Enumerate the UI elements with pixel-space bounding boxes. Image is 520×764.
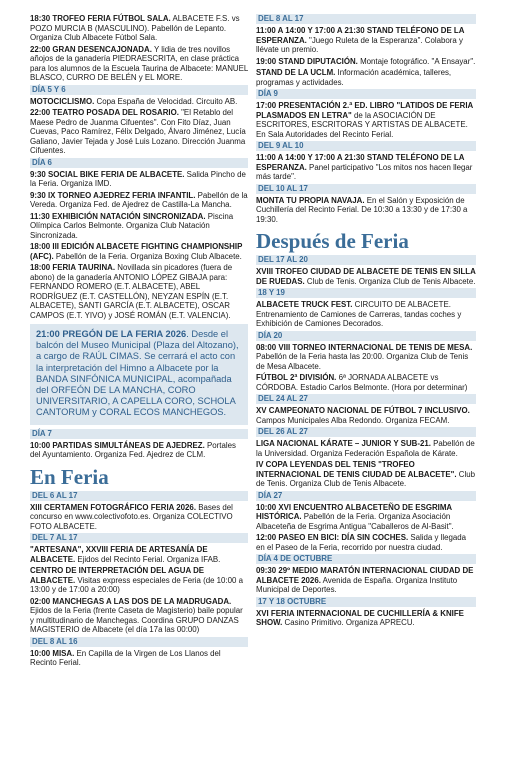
left-column	[30, 14, 248, 670]
pregon-highlight-box: 21:00 PREGÓN DE LA FERIA 2026. Desde el balcón del Museo Municipal (Plaza del Altozano), a cargo de RAÚL CIMAS. Se cerrará el acto con la interpretación del Himno a Albacete por la BANDA SINFÓNICA MUNICIPAL, acompañada del ORFEÓN DE LA MANCHA, CORO UNIVERSITARIO, A CAPELLA CORO, SCHOLA CANTORUM y CORAL ECOS MANCHEGOS.	[30, 324, 248, 425]
event-entry: XVI FERIA INTERNACIONAL DE CUCHILLERÍA & KNIFE SHOW. Casino Primitivo. Organiza APRECU.	[256, 608, 464, 627]
event-entry: STAND DE LA UCLM. Información académica, talleres, programas y actividades.	[256, 68, 452, 87]
event-entry: XVIII TROFEO CIUDAD DE ALBACETE DE TENIS EN SILLA DE RUEDAS. Club de Tenis. Organiza Club de Tenis Albacete.	[256, 267, 476, 286]
event-entry: MOTOCICLISMO. Copa España de Velocidad. Circuito AB.	[30, 96, 238, 106]
date-header: DÍA 20	[256, 331, 476, 341]
event-entry: 10:00 PARTIDAS SIMULTÁNEAS DE AJEDREZ. Portales del Ayuntamiento. Organiza Fed. Ajedrez de CLM.	[30, 440, 236, 460]
event-entry: 10:00 MISA. En Capilla de la Virgen de Los Llanos del Recinto Ferial.	[30, 648, 221, 668]
event-entry: 08:00 VIII TORNEO INTERNACIONAL DE TENIS DE MESA. Pabellón de la Feria hasta las 20:00. Organiza Club de Tenis de Mesa Albacete.	[256, 342, 473, 371]
event-entry: "ARTESANA", XXVIII FERIA DE ARTESANÍA DE ALBACETE. Ejidos del Recinto Ferial. Organiza IFAB.	[30, 545, 221, 564]
date-header: DEL 26 AL 27	[256, 427, 476, 437]
date-header: DEL 8 AL 16	[30, 637, 248, 647]
event-entry: 10:00 XVI ENCUENTRO ALBACETEÑO DE ESGRIMA HISTÓRICA. Pabellón de la Feria. Organiza Asociación Albaceteña de Esgrima Antigua "Caballeros de Al-Basit".	[256, 502, 454, 531]
event-entry: XIII CERTAMEN FOTOGRÁFICO FERIA 2026. Bases del concurso en www.colectivofoto.es. Organiza COLECTIVO FOTO ALBACETE.	[30, 502, 233, 531]
section-title-despues-de-feria: Después de Feria	[256, 229, 409, 253]
event-entry: XV CAMPEONATO NACIONAL DE FÚTBOL 7 INCLUSIVO. Campos Municipales Alba Redondo. Organiza FECAM.	[256, 406, 470, 425]
event-entry: 18:00 III EDICIÓN ALBACETE FIGHTING CHAMPIONSHIP (AFC). Pabellón de la Feria. Organiza Boxing Club Albacete.	[30, 242, 243, 261]
event-entry: 11:00 A 14:00 Y 17:00 A 21:30 STAND TELÉFONO DE LA ESPERANZA. "Juego Ruleta de la Esperanza". Colabora y llévate un premio.	[256, 26, 465, 54]
event-entry: 11:00 A 14:00 Y 17:00 A 21:30 STAND TELÉFONO DE LA ESPERANZA. Panel participativo "Los mitos nos hacen llegar más tarde".	[256, 153, 473, 181]
event-entry: 18:30 TROFEO FERIA FÚTBOL SALA. ALBACETE F.S. vs POZO MURCIA B (MASCULINO). Pabellón de Lepanto. Organiza Club Albacete Fútbol Sala.	[30, 14, 240, 42]
date-header: DEL 8 AL 17	[256, 14, 476, 24]
date-header: DEL 6 AL 17	[30, 491, 248, 501]
date-header: 18 Y 19	[256, 288, 476, 298]
right-column	[256, 14, 476, 630]
event-entry: 17:00 PRESENTACIÓN 2.ª ED. LIBRO "LATIDOS DE FERIA PLASMADOS EN LETRA" de la ASOCIACIÓN DE ESCRITORES, ESCRITORAS Y ARTISTAS DE ALBACETE. En Sala Autoridades del Recinto Ferial.	[256, 101, 473, 139]
event-entry: 02:00 MANCHEGAS A LAS DOS DE LA MADRUGADA. Ejidos de la Feria (frente Caseta de Magisterio) baile popular y multitudinario de Manchegas. Coordina GRUPO DANZAS MAGISTERIO de Albacete (el día 17a las 00:00)	[30, 596, 243, 635]
date-header: DÍA 4 DE OCTUBRE	[256, 554, 476, 564]
section-title-en-feria: En Feria	[30, 464, 109, 489]
date-header: DEL 7 AL 17	[30, 533, 248, 543]
date-header: DÍA 27	[256, 491, 476, 501]
event-entry: 11:30 EXHIBICIÓN NATACIÓN SINCRONIZADA. Piscina Olímpica Carlos Belmonte. Organiza Club Natación Sincronizada.	[30, 211, 234, 240]
event-entry: FÚTBOL 2ª DIVISIÓN. 6ª JORNADA ALBACETE vs CÓRDOBA. Estadio Carlos Belmonte. (Hora por determinar)	[256, 373, 468, 392]
event-entry: 22:00 TEATRO POSADA DEL ROSARIO. "El Retablo del Maese Pedro de Juanma Cifuentes". Con Fito Díaz, Juan Cuevas, Paco Ramírez, Félix Delgado, Álvaro Jiménez, Lucía Galiano, Javier Tejada y José Luis Lozano. Dirección Juanma Cifuentes.	[30, 108, 246, 155]
date-header: DEL 24 AL 27	[256, 394, 476, 404]
event-entry: LIGA NACIONAL KÁRATE – JUNIOR Y SUB-21. Pabellón de la Universidad. Organiza Federación Española de Kárate.	[256, 439, 475, 458]
event-entry: MONTA TU PROPIA NAVAJA. En el Salón y Exposición de Cuchillería del Recinto Ferial. De 10:30 a 13:30 y de 17:30 a 19:30.	[256, 195, 468, 224]
event-entry: CENTRO DE INTERPRETACIÓN DEL AGUA DE ALBACETE. Visitas express especiales de Feria (de 10:00 a 13:00 y de 17:00 a 20:00)	[30, 566, 243, 595]
event-entry: 09:30 29º MEDIO MARATÓN INTERNACIONAL CIUDAD DE ALBACETE 2026. Avenida de España. Organiza Instituto Municipal de Deportes.	[256, 566, 474, 594]
date-header: DEL 17 AL 20	[256, 255, 476, 265]
date-header: DÍA 6	[30, 158, 248, 168]
date-header: DEL 10 AL 17	[256, 184, 476, 194]
event-entry: ALBACETE TRUCK FEST. CIRCUITO DE ALBACETE. Entrenamiento de Camiones de Carreras, tandas coches y Exhibición de Camiones Decorados.	[256, 300, 462, 328]
event-entry: 19:00 STAND DIPUTACIÓN. Montaje fotográfico. "A Ensayar".	[256, 56, 476, 66]
date-header: DÍA 9	[256, 89, 476, 99]
event-entry: IV COPA LEYENDAS DEL TENIS "TROFEO INTERNACIONAL DE TENIS CIUDAD DE ALBACETE". Club de Tenis. Organiza Club de Tenis Albacete.	[256, 460, 475, 488]
event-entry: 12:00 PASEO EN BICI: DÍA SIN COCHES. Salida y llegada en el Paseo de la Feria, recorrido por nuestra ciudad.	[256, 533, 467, 552]
event-entry: 22:00 GRAN DESENCAJONADA. Y lidia de tres novillos añojos de la ganadería PIEDRAESCRITA, en clase práctica para los alumnos de la Escuela Taurina de Albacete: MANUEL BLASCO, CURRO DE BELÉN y EL MORE.	[30, 44, 248, 82]
date-header: DÍA 5 Y 6	[30, 85, 248, 95]
date-header: 17 Y 18 OCTUBRE	[256, 597, 476, 607]
date-header: DEL 9 AL 10	[256, 141, 476, 151]
event-entry: 9:30 SOCIAL BIKE FERIA DE ALBACETE. Salida Pincho de la Feria. Organiza IMD.	[30, 169, 246, 188]
date-header: DÍA 7	[30, 429, 248, 439]
event-entry: 18:00 FERIA TAURINA. Novillada sin picadores (fuera de abono) de la ganadería ANTONIO LÓPEZ GIBAJA para: FERNANDO ROMERO (E.T. ALBACETE), ABEL RODRÍGUEZ (E.T. CASTELLÓN), NEYZAN ESPÍN (E.T. ALBACETE), SANTI GARCÍA (E.T. ALBACETE), OSCAR CAMPOS (E.T. YIVO) y JOSÉ ROMÁN (E.T. VALENCIA).	[30, 263, 233, 320]
event-entry: 9:30 IX TORNEO AJEDREZ FERIA INFANTIL. Pabellón de la Vereda. Organiza Fed. de Ajedrez de Castilla-La Mancha.	[30, 190, 248, 209]
